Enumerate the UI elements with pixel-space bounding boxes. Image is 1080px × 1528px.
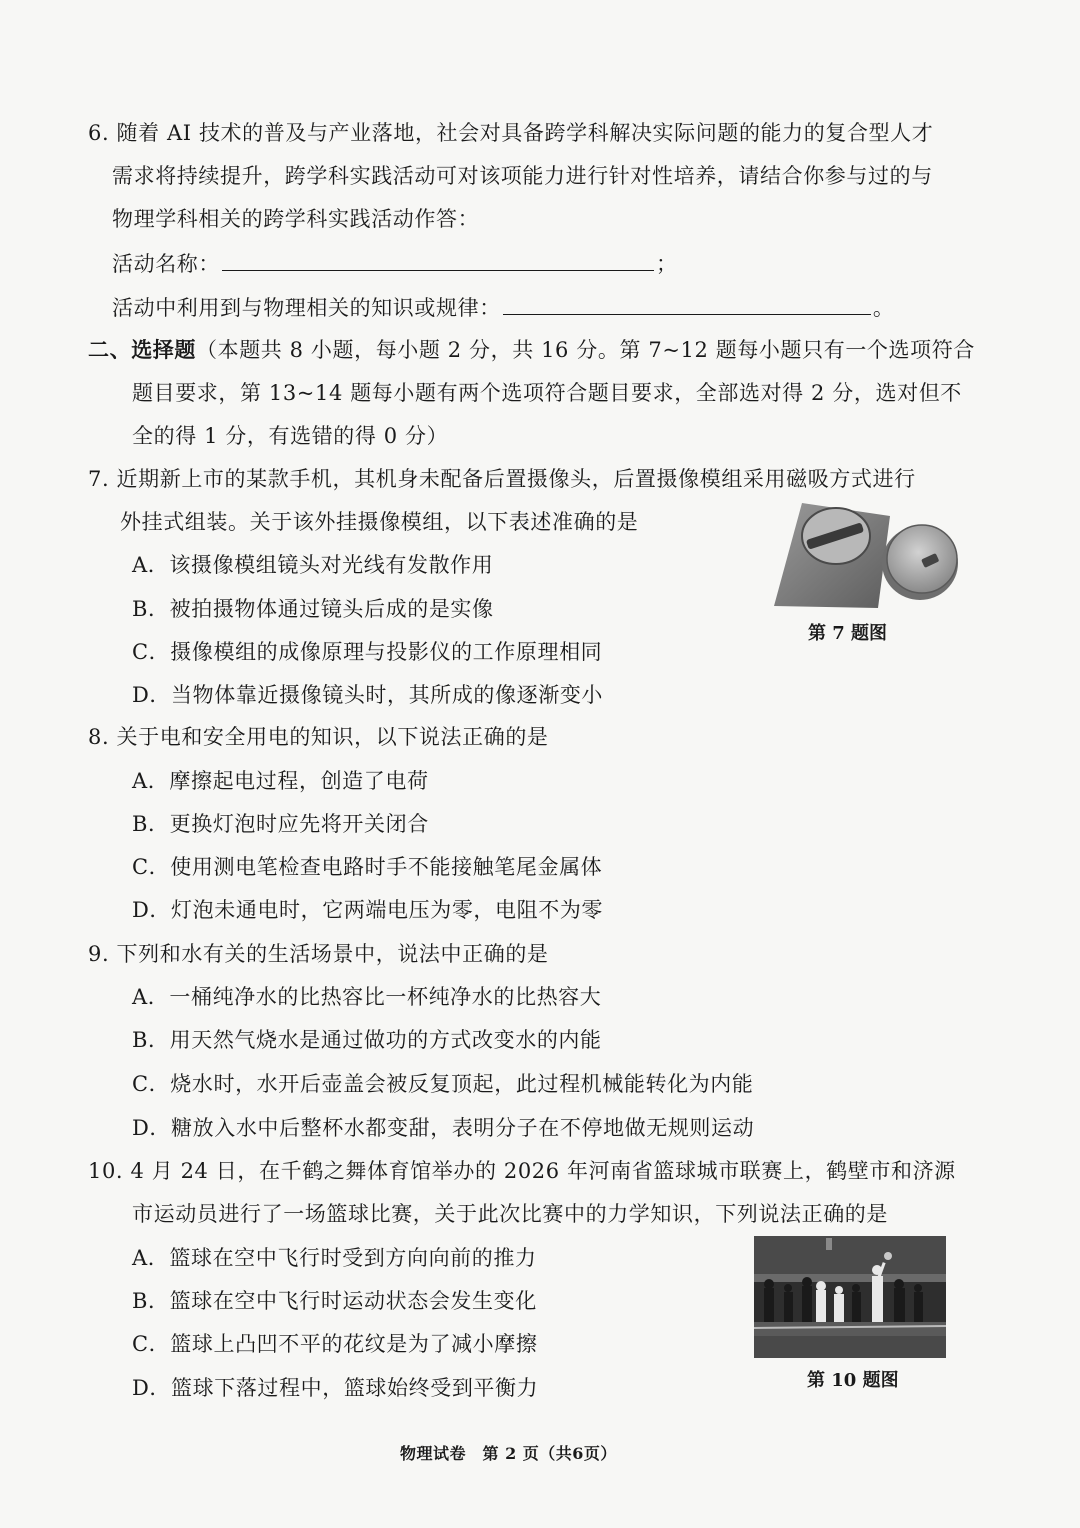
section2-desc-3: 全的得 1 分，有选错的得 0 分）: [132, 424, 449, 448]
module-disc-face: [887, 525, 957, 593]
q8-option-b[interactable]: B．更换灯泡时应先将开关闭合: [132, 812, 429, 836]
q6-knowledge-end: 。: [872, 296, 895, 320]
q6-knowledge-row: [112, 292, 894, 323]
q9-option-b[interactable]: B．用天然气烧水是通过做功的方式改变水的内能: [132, 1028, 602, 1052]
q9-stem-1: 下列和水有关的生活场景中，说法中正确的是: [116, 942, 549, 966]
basketball-game-photo: [754, 1236, 946, 1358]
q10-number: 10.: [88, 1159, 124, 1183]
q9-option-c[interactable]: C．烧水时，水开后壶盖会被反复顶起，此过程机械能转化为内能: [132, 1072, 754, 1096]
q10-option-b[interactable]: B．篮球在空中飞行时运动状态会发生变化: [132, 1289, 537, 1313]
section2-desc-1: （本题共 8 小题，每小题 2 分，共 16 分。第 7~12 题每小题只有一个选项符合: [196, 338, 975, 362]
q10-option-a[interactable]: A．篮球在空中飞行时受到方向向前的推力: [132, 1246, 537, 1270]
q6-activity-label: 活动名称：: [112, 252, 220, 276]
q10-stem-2: 市运动员进行了一场篮球比赛，关于此次比赛中的力学知识，下列说法正确的是: [132, 1202, 888, 1226]
q10-line-1: [88, 1156, 956, 1186]
q7-number: 7.: [88, 467, 110, 491]
q8-number: 8.: [88, 725, 110, 749]
q8-option-d[interactable]: D．灯泡未通电时，它两端电压为零，电阻不为零: [132, 898, 604, 922]
q6-number: 6.: [88, 121, 110, 145]
q10-option-d[interactable]: D．篮球下落过程中，篮球始终受到平衡力: [132, 1376, 539, 1400]
q6-activity-row: [112, 248, 678, 279]
q6-knowledge-blank[interactable]: [503, 292, 871, 315]
q7-stem-1: 近期新上市的某款手机，其机身未配备后置摄像头，后置摄像模组采用磁吸方式进行: [116, 467, 916, 491]
q8-line-1: [88, 722, 549, 752]
q6-stem-2: 需求将持续提升，跨学科实践活动可对该项能力进行针对性培养，请结合你参与过的与: [112, 164, 933, 188]
q9-number: 9.: [88, 942, 110, 966]
q7-option-c[interactable]: C．摄像模组的成像原理与投影仪的工作原理相同: [132, 640, 603, 664]
section2-title: 二、选择题: [88, 337, 196, 362]
q6-activity-end: ；: [656, 252, 678, 276]
q7-figure-caption: 第 7 题图: [808, 623, 888, 644]
q10-stem-1: 4 月 24 日，在千鹤之舞体育馆举办的 2026 年河南省篮球城市联赛上，鹤壁市和济源: [130, 1159, 956, 1183]
section2-desc-2: 题目要求，第 13~14 题每小题有两个选项符合题目要求，全部选对得 2 分，选对但不: [132, 381, 962, 405]
q6-stem-3: 物理学科相关的跨学科实践活动作答：: [112, 207, 480, 231]
q7-option-b[interactable]: B．被拍摄物体通过镜头后成的是实像: [132, 597, 494, 621]
q7-line-1: [88, 464, 916, 494]
q7-option-a[interactable]: A．该摄像模组镜头对光线有发散作用: [132, 553, 494, 577]
section2-line-1: [88, 335, 975, 365]
q9-option-a[interactable]: A．一桶纯净水的比热容比一杯纯净水的比热容大: [132, 985, 602, 1009]
q6-line-1: [88, 118, 933, 148]
q8-option-a[interactable]: A．摩擦起电过程，创造了电荷: [132, 769, 429, 793]
q9-line-1: [88, 939, 549, 969]
q8-option-c[interactable]: C．使用测电笔检查电路时手不能接触笔尾金属体: [132, 855, 603, 879]
q10-figure-caption: 第 10 题图: [807, 1370, 899, 1391]
q8-stem-1: 关于电和安全用电的知识，以下说法正确的是: [116, 725, 549, 749]
q7-stem-2: 外挂式组装。关于该外挂摄像模组，以下表述准确的是: [120, 510, 639, 534]
q10-option-c[interactable]: C．篮球上凸凹不平的花纹是为了减小摩擦: [132, 1332, 538, 1356]
q6-activity-blank[interactable]: [222, 248, 654, 271]
q6-stem-1: 随着 AI 技术的普及与产业落地，社会对具备跨学科解决实际问题的能力的复合型人才: [116, 121, 934, 145]
q9-option-d[interactable]: D．糖放入水中后整杯水都变甜，表明分子在不停地做无规则运动: [132, 1116, 755, 1140]
q7-option-d[interactable]: D．当物体靠近摄像镜头时，其所成的像逐渐变小: [132, 683, 604, 707]
camera-module-figure: [772, 498, 962, 610]
q6-knowledge-label: 活动中利用到与物理相关的知识或规律：: [112, 296, 501, 320]
page-footer: 物理试卷 第 2 页（共6页）: [400, 1444, 617, 1463]
